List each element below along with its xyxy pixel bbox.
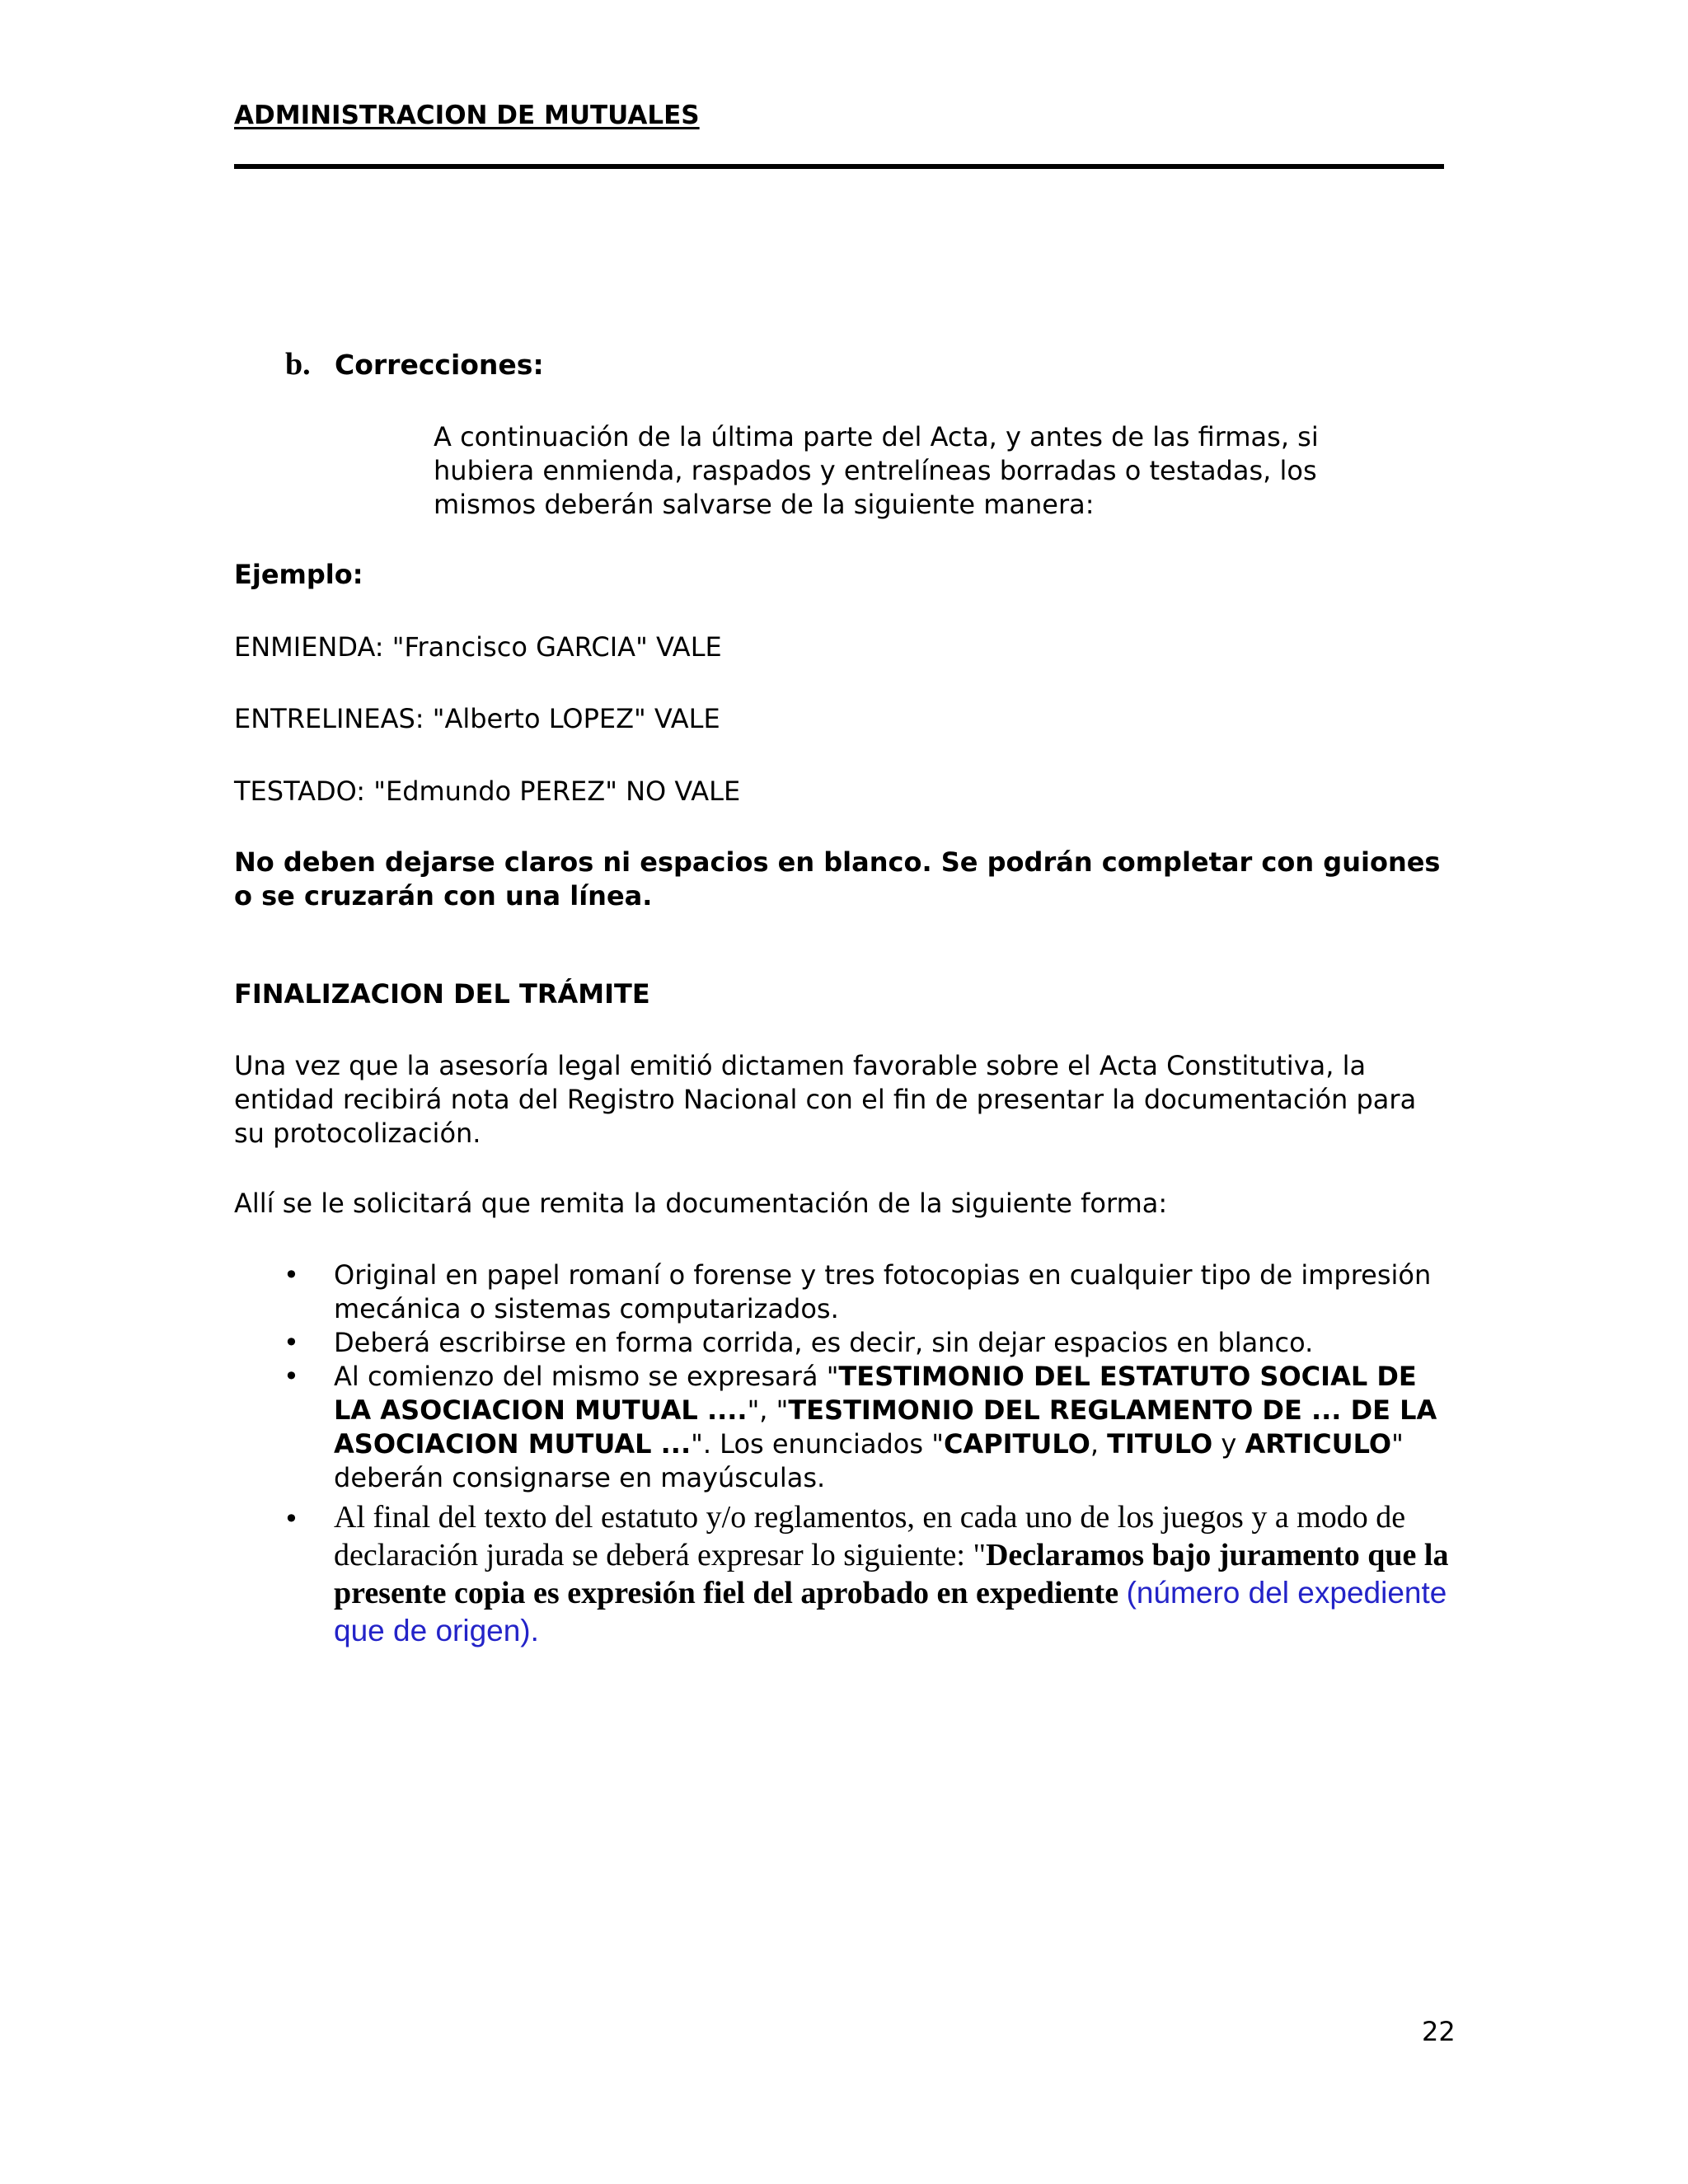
finalizacion-paragraph: Una vez que la asesoría legal emitió dictamen favorable sobre el Acta Constitutiva, la entidad recibirá nota del Registro Nacional con el fin de presentar la documentación para su protocolización. (234, 1050, 1417, 1149)
list-item-text (334, 1361, 1437, 1493)
list-item-text: Original en papel romaní o forense y tres fotocopias en cualquier tipo de impresión mecánica o sistemas computarizados. (334, 1259, 1432, 1324)
section-title: Correcciones: (335, 349, 544, 381)
text-run: ". Los enunciados " (691, 1428, 944, 1460)
bullet-icon: • (284, 1259, 299, 1291)
requirements-list (234, 1258, 1454, 1650)
text-run: ", " (747, 1394, 789, 1426)
bullet-icon: • (284, 1327, 299, 1358)
bold-run: Declaramos bajo juramento que la presente copia es expresión fiel del aprobado en expediente (334, 1538, 1449, 1610)
bold-run: TITULO (1107, 1428, 1213, 1460)
header-divider (234, 164, 1444, 169)
example-entrelineas: ENTRELINEAS: "Alberto LOPEZ" VALE (234, 703, 720, 734)
bullet-icon: • (284, 1361, 299, 1392)
text-run: " deberán consignarse en mayúsculas. (334, 1428, 1404, 1493)
bold-run: ARTICULO (1245, 1428, 1392, 1460)
corrections-paragraph: A continuación de la última parte del Acta, y antes de las firmas, si hubiera enmienda, raspados y entrelíneas borradas o testadas, los mismos deberán salvarse de la siguiente manera: (434, 421, 1319, 520)
bold-run: CAPITULO (943, 1428, 1090, 1460)
text-run: Al final del texto del estatuto y/o reglamentos, en cada uno de los juegos y a modo de declaración jurada se deberá expresar lo siguiente: " (334, 1500, 1406, 1572)
header-title: ADMINISTRACION DE MUTUALES (234, 101, 700, 130)
list-item (234, 1498, 1454, 1650)
section-b-heading (285, 346, 544, 382)
text-run: . (530, 1614, 539, 1647)
page-number: 22 (1422, 2016, 1456, 2047)
list-item (234, 1360, 1454, 1495)
blank-spaces-warning: No deben dejarse claros ni espacios en blanco. Se podrán completar con guiones o se cruzarán con una línea. (234, 846, 1441, 912)
section-letter: b. (285, 347, 311, 382)
list-item (234, 1326, 1454, 1360)
example-enmienda: ENMIENDA: "Francisco GARCIA" VALE (234, 631, 722, 663)
text-run: , (1090, 1428, 1108, 1460)
text-run: y (1212, 1428, 1245, 1460)
example-testado: TESTADO: "Edmundo PEREZ" NO VALE (234, 776, 741, 807)
list-item (234, 1258, 1454, 1326)
list-item-text: Deberá escribirse en forma corrida, es decir, sin dejar espacios en blanco. (334, 1327, 1314, 1358)
finalizacion-heading: FINALIZACION DEL TRÁMITE (234, 978, 650, 1010)
expediente-placeholder: (número del expediente que de origen) (334, 1576, 1447, 1647)
bold-run: TESTIMONIO DEL REGLAMENTO DE ... DE LA ASOCIACION MUTUAL ... (334, 1394, 1437, 1460)
finalizacion-intro: Allí se le solicitará que remita la documentación de la siguiente forma: (234, 1188, 1168, 1219)
text-run: Al comienzo del mismo se expresará " (334, 1361, 839, 1392)
list-item-text (334, 1500, 1448, 1648)
example-label: Ejemplo: (234, 559, 363, 590)
bullet-icon: • (284, 1503, 299, 1535)
bold-run: TESTIMONIO DEL ESTATUTO SOCIAL DE LA ASOCIACION MUTUAL .... (334, 1361, 1417, 1426)
